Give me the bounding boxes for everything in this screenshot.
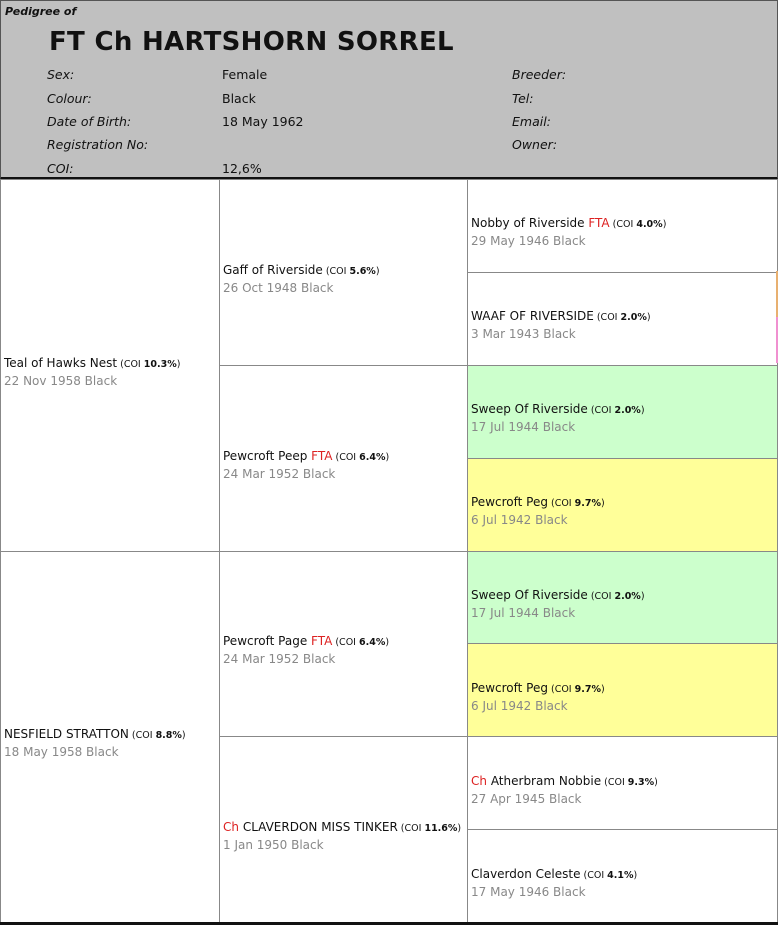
dog-coi: (COI 4.0%) bbox=[609, 219, 667, 231]
dog-name: Pewcroft Peep bbox=[223, 448, 308, 463]
dog-entry bbox=[4, 726, 215, 760]
dog-birth-colour: 1 Jan 1950 Black bbox=[223, 838, 324, 853]
dog-name: Pewcroft Peg bbox=[471, 495, 548, 510]
dog-name: Pewcroft Page bbox=[223, 634, 308, 649]
dog-name: Nobby of Riverside bbox=[471, 216, 585, 231]
dog-birth-colour: 17 May 1946 Black bbox=[471, 884, 586, 899]
dog-name-line bbox=[4, 726, 215, 744]
coi-value: 12,6% bbox=[222, 161, 262, 176]
gen3-cell bbox=[467, 272, 778, 366]
email-label: Email: bbox=[512, 114, 551, 129]
sex-value: Female bbox=[222, 67, 268, 82]
dog-birth-colour: 22 Nov 1958 Black bbox=[4, 373, 118, 388]
dog-entry bbox=[471, 773, 773, 807]
gen2-cell bbox=[219, 179, 468, 366]
dog-name: CLAVERDON MISS TINKER bbox=[242, 820, 398, 835]
dog-coi: (COI 2.0%) bbox=[587, 405, 645, 417]
dog-coi: (COI 11.6%) bbox=[397, 823, 462, 835]
sex-label: Sex: bbox=[47, 67, 75, 82]
dog-entry bbox=[471, 401, 773, 435]
colour-label: Colour: bbox=[47, 91, 92, 106]
dog-name-line bbox=[471, 401, 773, 419]
gen3-cell bbox=[467, 365, 778, 459]
dog-coi: (COI 5.6%) bbox=[322, 265, 380, 277]
pedigree-header bbox=[0, 0, 778, 180]
dog-entry bbox=[471, 587, 773, 621]
dog-name-line bbox=[223, 633, 463, 651]
dog-entry bbox=[223, 819, 463, 853]
dog-coi: (COI 6.4%) bbox=[332, 451, 390, 463]
dog-name-line bbox=[223, 819, 463, 837]
dog-entry bbox=[471, 308, 773, 342]
registration-label: Registration No: bbox=[47, 137, 149, 152]
colour-value: Black bbox=[222, 91, 256, 106]
dog-entry bbox=[471, 680, 773, 714]
gen3-cell bbox=[467, 179, 778, 273]
dog-birth-colour: 17 Jul 1944 Black bbox=[471, 605, 576, 620]
owner-label: Owner: bbox=[512, 137, 558, 152]
dog-name: Sweep Of Riverside bbox=[471, 587, 588, 602]
dog-name-line bbox=[471, 680, 773, 698]
dog-birth-colour: 24 Mar 1952 Black bbox=[223, 652, 336, 667]
dog-entry bbox=[471, 215, 773, 249]
dog-entry bbox=[4, 355, 215, 389]
dog-coi: (COI 9.7%) bbox=[547, 498, 605, 510]
dog-birth-colour: 17 Jul 1944 Black bbox=[471, 420, 576, 435]
gen3-cell bbox=[467, 736, 778, 830]
dog-name-line bbox=[471, 587, 773, 605]
dog-coi: (COI 2.0%) bbox=[593, 312, 651, 324]
dog-name: Atherbram Nobbie bbox=[490, 773, 602, 788]
tel-label: Tel: bbox=[512, 91, 534, 106]
dog-entry bbox=[471, 866, 773, 900]
dog-title: FT Ch HARTSHORN SORREL bbox=[49, 27, 454, 57]
gen3-cell bbox=[467, 551, 778, 645]
dog-entry bbox=[223, 262, 463, 296]
dog-coi: (COI 2.0%) bbox=[587, 590, 645, 602]
dob-label: Date of Birth: bbox=[47, 114, 132, 129]
dog-title-suffix: FTA bbox=[307, 634, 333, 649]
dog-name: Pewcroft Peg bbox=[471, 680, 548, 695]
coi-label: COI: bbox=[47, 161, 74, 176]
dog-name: NESFIELD STRATTON bbox=[4, 727, 129, 742]
dog-title-prefix: Ch bbox=[223, 820, 243, 835]
dog-birth-colour: 18 May 1958 Black bbox=[4, 745, 119, 760]
gen2-cell bbox=[219, 365, 468, 552]
dog-name-line bbox=[471, 773, 773, 791]
dog-entry bbox=[223, 448, 463, 482]
gen3-cell bbox=[467, 458, 778, 552]
dog-name: WAAF OF RIVERSIDE bbox=[471, 309, 594, 324]
dog-coi: (COI 9.7%) bbox=[547, 683, 605, 695]
dog-coi: (COI 9.3%) bbox=[601, 776, 658, 788]
gen1-cell bbox=[0, 551, 220, 924]
bottom-divider bbox=[0, 922, 778, 925]
gen2-cell bbox=[219, 551, 468, 738]
dog-birth-colour: 27 Apr 1945 Black bbox=[471, 791, 582, 806]
gen3-cell bbox=[467, 829, 778, 923]
dog-entry bbox=[471, 494, 773, 528]
dog-name-line bbox=[471, 215, 773, 233]
dog-name-line bbox=[223, 262, 463, 280]
dog-birth-colour: 3 Mar 1943 Black bbox=[471, 327, 576, 342]
dog-name-line bbox=[471, 308, 773, 326]
dog-birth-colour: 24 Mar 1952 Black bbox=[223, 466, 336, 481]
dog-entry bbox=[223, 633, 463, 667]
gen3-cell bbox=[467, 643, 778, 737]
dog-birth-colour: 29 May 1946 Black bbox=[471, 234, 586, 249]
gen1-cell bbox=[0, 179, 220, 552]
dog-birth-colour: 6 Jul 1942 Black bbox=[471, 698, 568, 713]
dog-title-prefix: Ch bbox=[471, 773, 491, 788]
dog-birth-colour: 6 Jul 1942 Black bbox=[471, 513, 568, 528]
dog-name-line bbox=[4, 355, 215, 373]
dog-birth-colour: 26 Oct 1948 Black bbox=[223, 280, 334, 295]
pedigree-of-label: Pedigree of bbox=[5, 5, 77, 18]
dog-coi: (COI 6.4%) bbox=[332, 637, 390, 649]
dog-name: Gaff of Riverside bbox=[223, 262, 323, 277]
dog-name: Teal of Hawks Nest bbox=[4, 355, 118, 370]
dog-name: Sweep Of Riverside bbox=[471, 402, 588, 417]
dog-name-line bbox=[471, 494, 773, 512]
dog-name: Claverdon Celeste bbox=[471, 866, 581, 881]
dog-coi: (COI 4.1%) bbox=[580, 869, 638, 881]
dog-name-line bbox=[471, 866, 773, 884]
dog-title-suffix: FTA bbox=[307, 448, 333, 463]
dog-title-suffix: FTA bbox=[584, 216, 610, 231]
dob-value: 18 May 1962 bbox=[222, 114, 304, 129]
dog-coi: (COI 8.8%) bbox=[128, 730, 186, 742]
dog-coi: (COI 10.3%) bbox=[117, 358, 181, 370]
breeder-label: Breeder: bbox=[512, 67, 567, 82]
gen2-cell bbox=[219, 736, 468, 923]
dog-name-line bbox=[223, 448, 463, 466]
